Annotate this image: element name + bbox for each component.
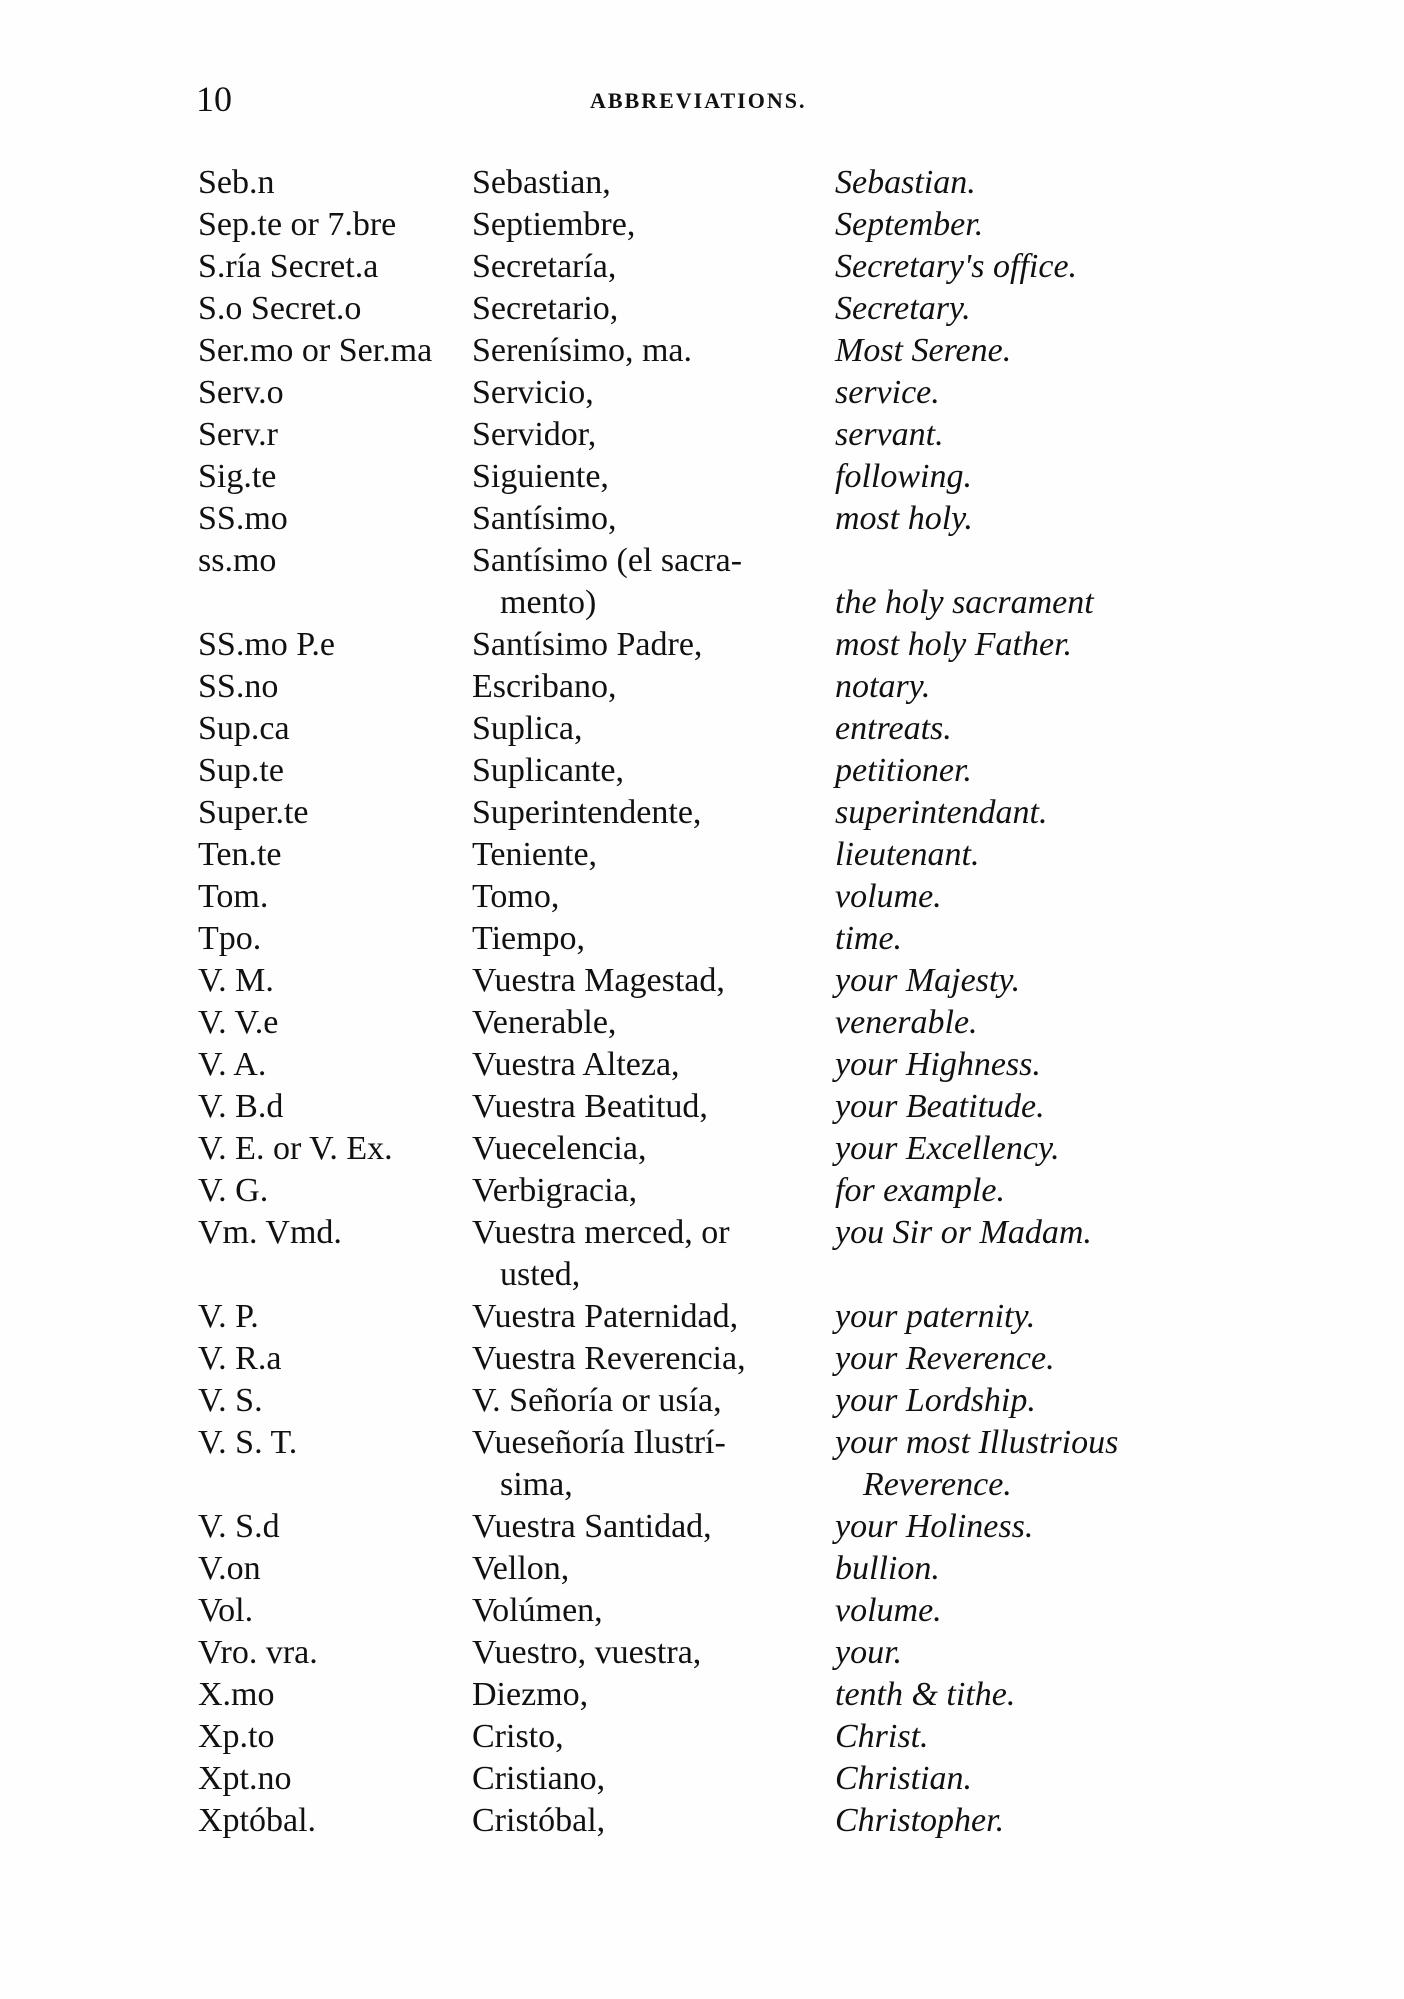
english-term xyxy=(835,372,1265,414)
english-term xyxy=(835,1674,1265,1716)
spanish-term-text: Cristo, xyxy=(472,1718,564,1755)
spanish-term-text: Vuestra Santidad, xyxy=(472,1508,712,1545)
english-term-text: entreats. xyxy=(835,710,952,747)
english-term xyxy=(835,246,1265,288)
spanish-term xyxy=(472,1128,852,1170)
english-term xyxy=(835,330,1265,372)
abbreviation-row xyxy=(190,666,1250,708)
english-term xyxy=(835,1212,1265,1254)
spanish-term xyxy=(472,1170,852,1212)
abbreviation: Serv.o xyxy=(198,374,284,411)
english-term-text: service. xyxy=(835,374,940,411)
spanish-term xyxy=(472,1296,852,1338)
abbreviation: Ser.mo or Ser.ma xyxy=(198,332,433,369)
abbreviation: ss.mo xyxy=(198,542,277,579)
spanish-term-text: Servicio, xyxy=(472,374,594,411)
spanish-term-text: Suplicante, xyxy=(472,752,625,789)
english-term-text: tenth & tithe. xyxy=(835,1676,1016,1713)
english-term-text: Secretary's office. xyxy=(835,248,1078,285)
spanish-term-text: Teniente, xyxy=(472,836,598,873)
english-term-text: most holy Father. xyxy=(835,626,1073,663)
spanish-term xyxy=(472,1674,852,1716)
english-term-text: superintendant. xyxy=(835,794,1048,831)
english-term-text: your paternity. xyxy=(835,1298,1036,1335)
english-term xyxy=(835,1044,1265,1086)
english-term-text: Secretary. xyxy=(835,290,971,327)
spanish-term-text: Vuestra Paternidad, xyxy=(472,1298,739,1335)
abbreviation-row xyxy=(190,1002,1250,1044)
english-term xyxy=(835,834,1265,876)
abbreviation-row xyxy=(190,1506,1250,1548)
abbreviation: Vol. xyxy=(198,1592,254,1629)
abbreviation: Seb.n xyxy=(198,164,275,201)
spanish-term-text: Sebastian, xyxy=(472,164,611,201)
spanish-term xyxy=(472,1002,852,1044)
spanish-term-text: Santísimo Padre, xyxy=(472,626,703,663)
spanish-term-text: Vuestra Alteza, xyxy=(472,1046,680,1083)
abbreviation: V. S. T. xyxy=(198,1424,298,1461)
spanish-term-continuation: usted, xyxy=(500,1256,581,1293)
english-term xyxy=(835,498,1265,540)
english-term-text: volume. xyxy=(835,1592,942,1629)
spanish-term xyxy=(472,1632,852,1674)
abbreviation: V. S.d xyxy=(198,1508,280,1545)
spanish-term xyxy=(472,750,852,792)
spanish-term-text: Cristóbal, xyxy=(472,1802,606,1839)
spanish-term-text: Vuestra Reverencia, xyxy=(472,1340,746,1377)
spanish-term-text: Vueseñoría Ilustrí- xyxy=(472,1424,726,1461)
spanish-term xyxy=(472,1380,852,1422)
abbreviation-row xyxy=(190,1338,1250,1380)
abbreviation: Xp.to xyxy=(198,1718,275,1755)
english-term xyxy=(835,1800,1265,1842)
spanish-term-text: Secretaría, xyxy=(472,248,617,285)
spanish-term-text: Vuestra Magestad, xyxy=(472,962,725,999)
english-term-text: September. xyxy=(835,206,984,243)
abbreviation-row xyxy=(190,372,1250,414)
abbreviation: V. V.e xyxy=(198,1004,279,1041)
abbreviation-row xyxy=(190,708,1250,750)
english-term xyxy=(835,624,1265,666)
english-term-text: most holy. xyxy=(835,500,973,537)
spanish-term-text: Vuestra merced, or xyxy=(472,1214,730,1251)
english-term xyxy=(835,1086,1265,1128)
english-term xyxy=(835,666,1265,708)
spanish-term xyxy=(472,1548,852,1590)
abbreviation: Xpt.no xyxy=(198,1760,292,1797)
english-term-text: notary. xyxy=(835,668,931,705)
english-term xyxy=(835,162,1265,204)
spanish-term xyxy=(472,204,852,246)
spanish-term-text: Cristiano, xyxy=(472,1760,606,1797)
abbreviation: S.ría Secret.a xyxy=(198,248,379,285)
spanish-term-continuation: sima, xyxy=(500,1466,573,1503)
abbreviation: Sup.ca xyxy=(198,710,290,747)
english-term xyxy=(835,204,1265,246)
abbreviation: V.on xyxy=(198,1550,261,1587)
abbreviation-row xyxy=(190,1128,1250,1170)
abbreviation-row xyxy=(190,1758,1250,1800)
english-term xyxy=(835,918,1265,960)
english-term-text: venerable. xyxy=(835,1004,978,1041)
english-term-continuation: Reverence. xyxy=(863,1466,1012,1503)
spanish-term-text: Volúmen, xyxy=(472,1592,603,1629)
abbreviation-row xyxy=(190,1716,1250,1758)
spanish-term xyxy=(472,330,852,372)
english-term-text: lieutenant. xyxy=(835,836,980,873)
spanish-term-text: Servidor, xyxy=(472,416,597,453)
abbreviation: SS.mo xyxy=(198,500,288,537)
spanish-term xyxy=(472,1086,852,1128)
abbreviation-row xyxy=(190,288,1250,330)
spanish-term xyxy=(472,162,852,204)
abbreviation-row xyxy=(190,1632,1250,1674)
spanish-term xyxy=(472,624,852,666)
abbreviation: Vro. vra. xyxy=(198,1634,318,1671)
english-term xyxy=(835,288,1265,330)
spanish-term-text: Tiempo, xyxy=(472,920,586,957)
english-term xyxy=(835,960,1265,1002)
abbreviation-row xyxy=(190,750,1250,792)
abbreviation-row xyxy=(190,624,1250,666)
english-term xyxy=(835,1548,1265,1590)
english-term xyxy=(835,1506,1265,1548)
spanish-term-text: Venerable, xyxy=(472,1004,617,1041)
english-term-text: petitioner. xyxy=(835,752,972,789)
english-term-text: your Reverence. xyxy=(835,1340,1055,1377)
spanish-term xyxy=(472,1716,852,1758)
english-term xyxy=(835,1632,1265,1674)
abbreviation-row xyxy=(190,498,1250,540)
running-head: ABBREVIATIONS. xyxy=(590,88,807,113)
spanish-term xyxy=(472,414,852,456)
english-term-text: Christopher. xyxy=(835,1802,1005,1839)
abbreviation: Serv.r xyxy=(198,416,278,453)
abbreviation: V. B.d xyxy=(198,1088,284,1125)
spanish-term-text: Suplica, xyxy=(472,710,583,747)
english-term-text: Christ. xyxy=(835,1718,929,1755)
spanish-term-text: Diezmo, xyxy=(472,1676,589,1713)
english-term xyxy=(835,876,1265,918)
abbreviation: SS.mo P.e xyxy=(198,626,335,663)
spanish-term-text: Superintendente, xyxy=(472,794,702,831)
spanish-term-text: Santísimo (el sacra- xyxy=(472,542,743,579)
abbreviation-row xyxy=(190,876,1250,918)
spanish-term-text: Verbigracia, xyxy=(472,1172,638,1209)
english-term xyxy=(835,1296,1265,1338)
spanish-term xyxy=(472,918,852,960)
english-term xyxy=(835,1170,1265,1212)
spanish-term xyxy=(472,288,852,330)
abbreviation: Tpo. xyxy=(198,920,262,957)
english-term xyxy=(835,1338,1265,1380)
english-term-text: the holy sacrament xyxy=(835,584,1094,621)
english-term-text: Sebastian. xyxy=(835,164,976,201)
abbreviation-row xyxy=(190,1422,1250,1506)
spanish-term xyxy=(472,666,852,708)
english-term-text: your Holiness. xyxy=(835,1508,1034,1545)
spanish-term-continuation: mento) xyxy=(500,584,597,621)
abbreviation: SS.no xyxy=(198,668,279,705)
english-term xyxy=(835,1422,1265,1506)
spanish-term xyxy=(472,540,852,624)
spanish-term xyxy=(472,1212,852,1296)
spanish-term xyxy=(472,708,852,750)
english-term-text: your Highness. xyxy=(835,1046,1041,1083)
abbreviations-table xyxy=(190,162,1250,1842)
spanish-term xyxy=(472,1590,852,1632)
spanish-term xyxy=(472,1044,852,1086)
english-term-text: your Majesty. xyxy=(835,962,1021,999)
abbreviation: V. E. or V. Ex. xyxy=(198,1130,393,1167)
abbreviation-row xyxy=(190,162,1250,204)
abbreviation: Sup.te xyxy=(198,752,284,789)
spanish-term-text: V. Señoría or usía, xyxy=(472,1382,722,1419)
abbreviation: Sig.te xyxy=(198,458,277,495)
abbreviation-row xyxy=(190,918,1250,960)
english-term-text: your most Illustrious xyxy=(835,1424,1119,1461)
spanish-term xyxy=(472,960,852,1002)
spanish-term xyxy=(472,1758,852,1800)
spanish-term-text: Septiembre, xyxy=(472,206,636,243)
abbreviation-row xyxy=(190,414,1250,456)
english-term xyxy=(835,708,1265,750)
english-term-text: time. xyxy=(835,920,903,957)
abbreviation-row xyxy=(190,204,1250,246)
abbreviation: S.o Secret.o xyxy=(198,290,362,327)
english-term xyxy=(835,582,1265,624)
abbreviation-row xyxy=(190,1086,1250,1128)
spanish-term xyxy=(472,834,852,876)
abbreviation-row xyxy=(190,1800,1250,1842)
abbreviation: V. A. xyxy=(198,1046,267,1083)
abbreviation: Sep.te or 7.bre xyxy=(198,206,397,243)
english-term-text: Most Serene. xyxy=(835,332,1012,369)
abbreviation-row xyxy=(190,1590,1250,1632)
spanish-term-text: Vuecelencia, xyxy=(472,1130,647,1167)
abbreviation-row xyxy=(190,960,1250,1002)
english-term xyxy=(835,456,1265,498)
spanish-term xyxy=(472,1800,852,1842)
spanish-term-text: Vuestra Beatitud, xyxy=(472,1088,708,1125)
abbreviation: V. R.a xyxy=(198,1340,282,1377)
english-term-text: servant. xyxy=(835,416,944,453)
abbreviation-row xyxy=(190,330,1250,372)
spanish-term-text: Serenísimo, ma. xyxy=(472,332,693,369)
english-term-text: Christian. xyxy=(835,1760,972,1797)
english-term-text: your Excellency. xyxy=(835,1130,1060,1167)
english-term xyxy=(835,1758,1265,1800)
english-term xyxy=(835,1590,1265,1632)
abbreviation: Vm. Vmd. xyxy=(198,1214,342,1251)
english-term-text: bullion. xyxy=(835,1550,940,1587)
spanish-term-text: Tomo, xyxy=(472,878,560,915)
spanish-term xyxy=(472,498,852,540)
spanish-term xyxy=(472,876,852,918)
spanish-term xyxy=(472,456,852,498)
spanish-term-text: Secretario, xyxy=(472,290,619,327)
english-term-text: your Beatitude. xyxy=(835,1088,1045,1125)
abbreviation-row xyxy=(190,1674,1250,1716)
spanish-term-text: Vuestro, vuestra, xyxy=(472,1634,702,1671)
spanish-term xyxy=(472,1338,852,1380)
english-term xyxy=(835,1128,1265,1170)
abbreviation: V. G. xyxy=(198,1172,269,1209)
english-term-text: you Sir or Madam. xyxy=(835,1214,1092,1251)
page-number: 10 xyxy=(196,79,232,119)
abbreviation: Tom. xyxy=(198,878,269,915)
abbreviation-row xyxy=(190,1380,1250,1422)
abbreviation-row xyxy=(190,540,1250,624)
english-term-text: following. xyxy=(835,458,972,495)
abbreviation-row xyxy=(190,1548,1250,1590)
english-term xyxy=(835,1380,1265,1422)
abbreviation-row xyxy=(190,1170,1250,1212)
abbreviation-row xyxy=(190,792,1250,834)
english-term xyxy=(835,792,1265,834)
abbreviation: V. M. xyxy=(198,962,274,999)
abbreviation: Ten.te xyxy=(198,836,282,873)
abbreviation: V. S. xyxy=(198,1382,263,1419)
abbreviation: V. P. xyxy=(198,1298,259,1335)
abbreviation-row xyxy=(190,456,1250,498)
spanish-term-text: Santísimo, xyxy=(472,500,617,537)
abbreviation-row xyxy=(190,1044,1250,1086)
english-term-text: your Lordship. xyxy=(835,1382,1036,1419)
abbreviation: Super.te xyxy=(198,794,309,831)
spanish-term xyxy=(472,372,852,414)
spanish-term xyxy=(472,792,852,834)
english-term-text: volume. xyxy=(835,878,942,915)
spanish-term xyxy=(472,1422,852,1506)
abbreviation-row xyxy=(190,834,1250,876)
abbreviation: X.mo xyxy=(198,1676,275,1713)
abbreviation-row xyxy=(190,246,1250,288)
english-term xyxy=(835,414,1265,456)
abbreviation-row xyxy=(190,1212,1250,1296)
spanish-term xyxy=(472,1506,852,1548)
english-term xyxy=(835,750,1265,792)
spanish-term-text: Escribano, xyxy=(472,668,617,705)
spanish-term-text: Vellon, xyxy=(472,1550,570,1587)
abbreviation-row xyxy=(190,1296,1250,1338)
spanish-term-text: Siguiente, xyxy=(472,458,609,495)
english-term xyxy=(835,1716,1265,1758)
english-term-text: your. xyxy=(835,1634,903,1671)
english-term xyxy=(835,1002,1265,1044)
abbreviation: Xptóbal. xyxy=(198,1802,317,1839)
spanish-term xyxy=(472,246,852,288)
english-term-text: for example. xyxy=(835,1172,1005,1209)
